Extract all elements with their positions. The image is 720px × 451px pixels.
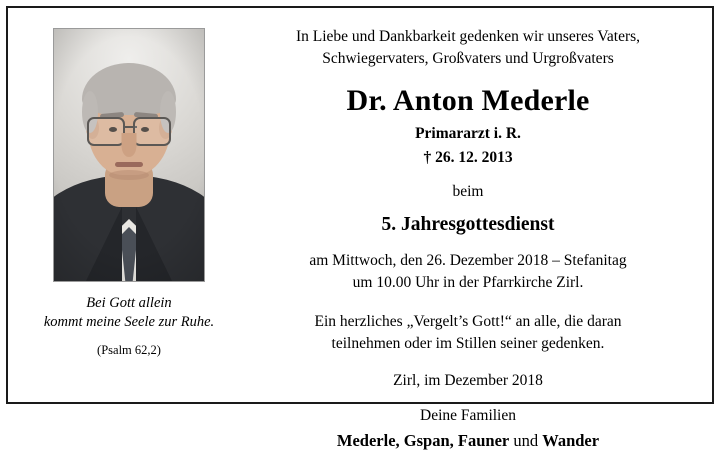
portrait-column [22, 18, 236, 392]
memorial-notice-card [6, 6, 714, 450]
families-names-part-1: Mederle, Gspan, Fauner [336, 431, 510, 450]
photo-caption [44, 294, 214, 359]
families-label: Deine Familien [420, 407, 516, 424]
occasion-prefix: beim [452, 183, 484, 200]
intro-text [296, 26, 640, 70]
intro-line-1: In Liebe und Dankbarkeit gedenken wir unseres Vaters, [295, 28, 641, 45]
portrait-photo [53, 28, 205, 282]
death-date: † 26. 12. 2013 [423, 149, 513, 166]
place-and-date: Zirl, im Dezember 2018 [393, 372, 543, 389]
service-title: 5. Jahresgottesdienst [381, 214, 555, 235]
thanks-line-1: Ein herzliches „Vergelt’s Gott!“ an alle, die daran [314, 313, 622, 330]
service-time-line: um 10.00 Uhr in der Pfarrkirche Zirl. [352, 274, 584, 291]
caption-line-1: Bei Gott allein [86, 295, 172, 311]
notice-text-column [236, 18, 700, 450]
caption-line-2: kommt meine Seele zur Ruhe. [43, 314, 215, 331]
intro-line-2: Schwiegervaters, Großvaters und Urgroßvaters [322, 50, 614, 67]
psalm-reference: (Psalm 62,2) [97, 343, 161, 358]
photo-vignette [54, 29, 204, 281]
service-date-line: am Mittwoch, den 26. Dezember 2018 – Stefanitag [309, 252, 627, 269]
families-names-part-2: Wander [542, 431, 600, 450]
deceased-name: Dr. Anton Mederle [346, 84, 590, 117]
service-datetime [309, 250, 626, 294]
thanks-line-2: teilnehmen oder im Stillen seiner gedenken. [331, 335, 605, 352]
families-names-conjunction: und [513, 431, 539, 450]
families-names [337, 431, 599, 451]
thanks-text [314, 311, 621, 355]
deceased-role: Primararzt i. R. [415, 125, 521, 142]
